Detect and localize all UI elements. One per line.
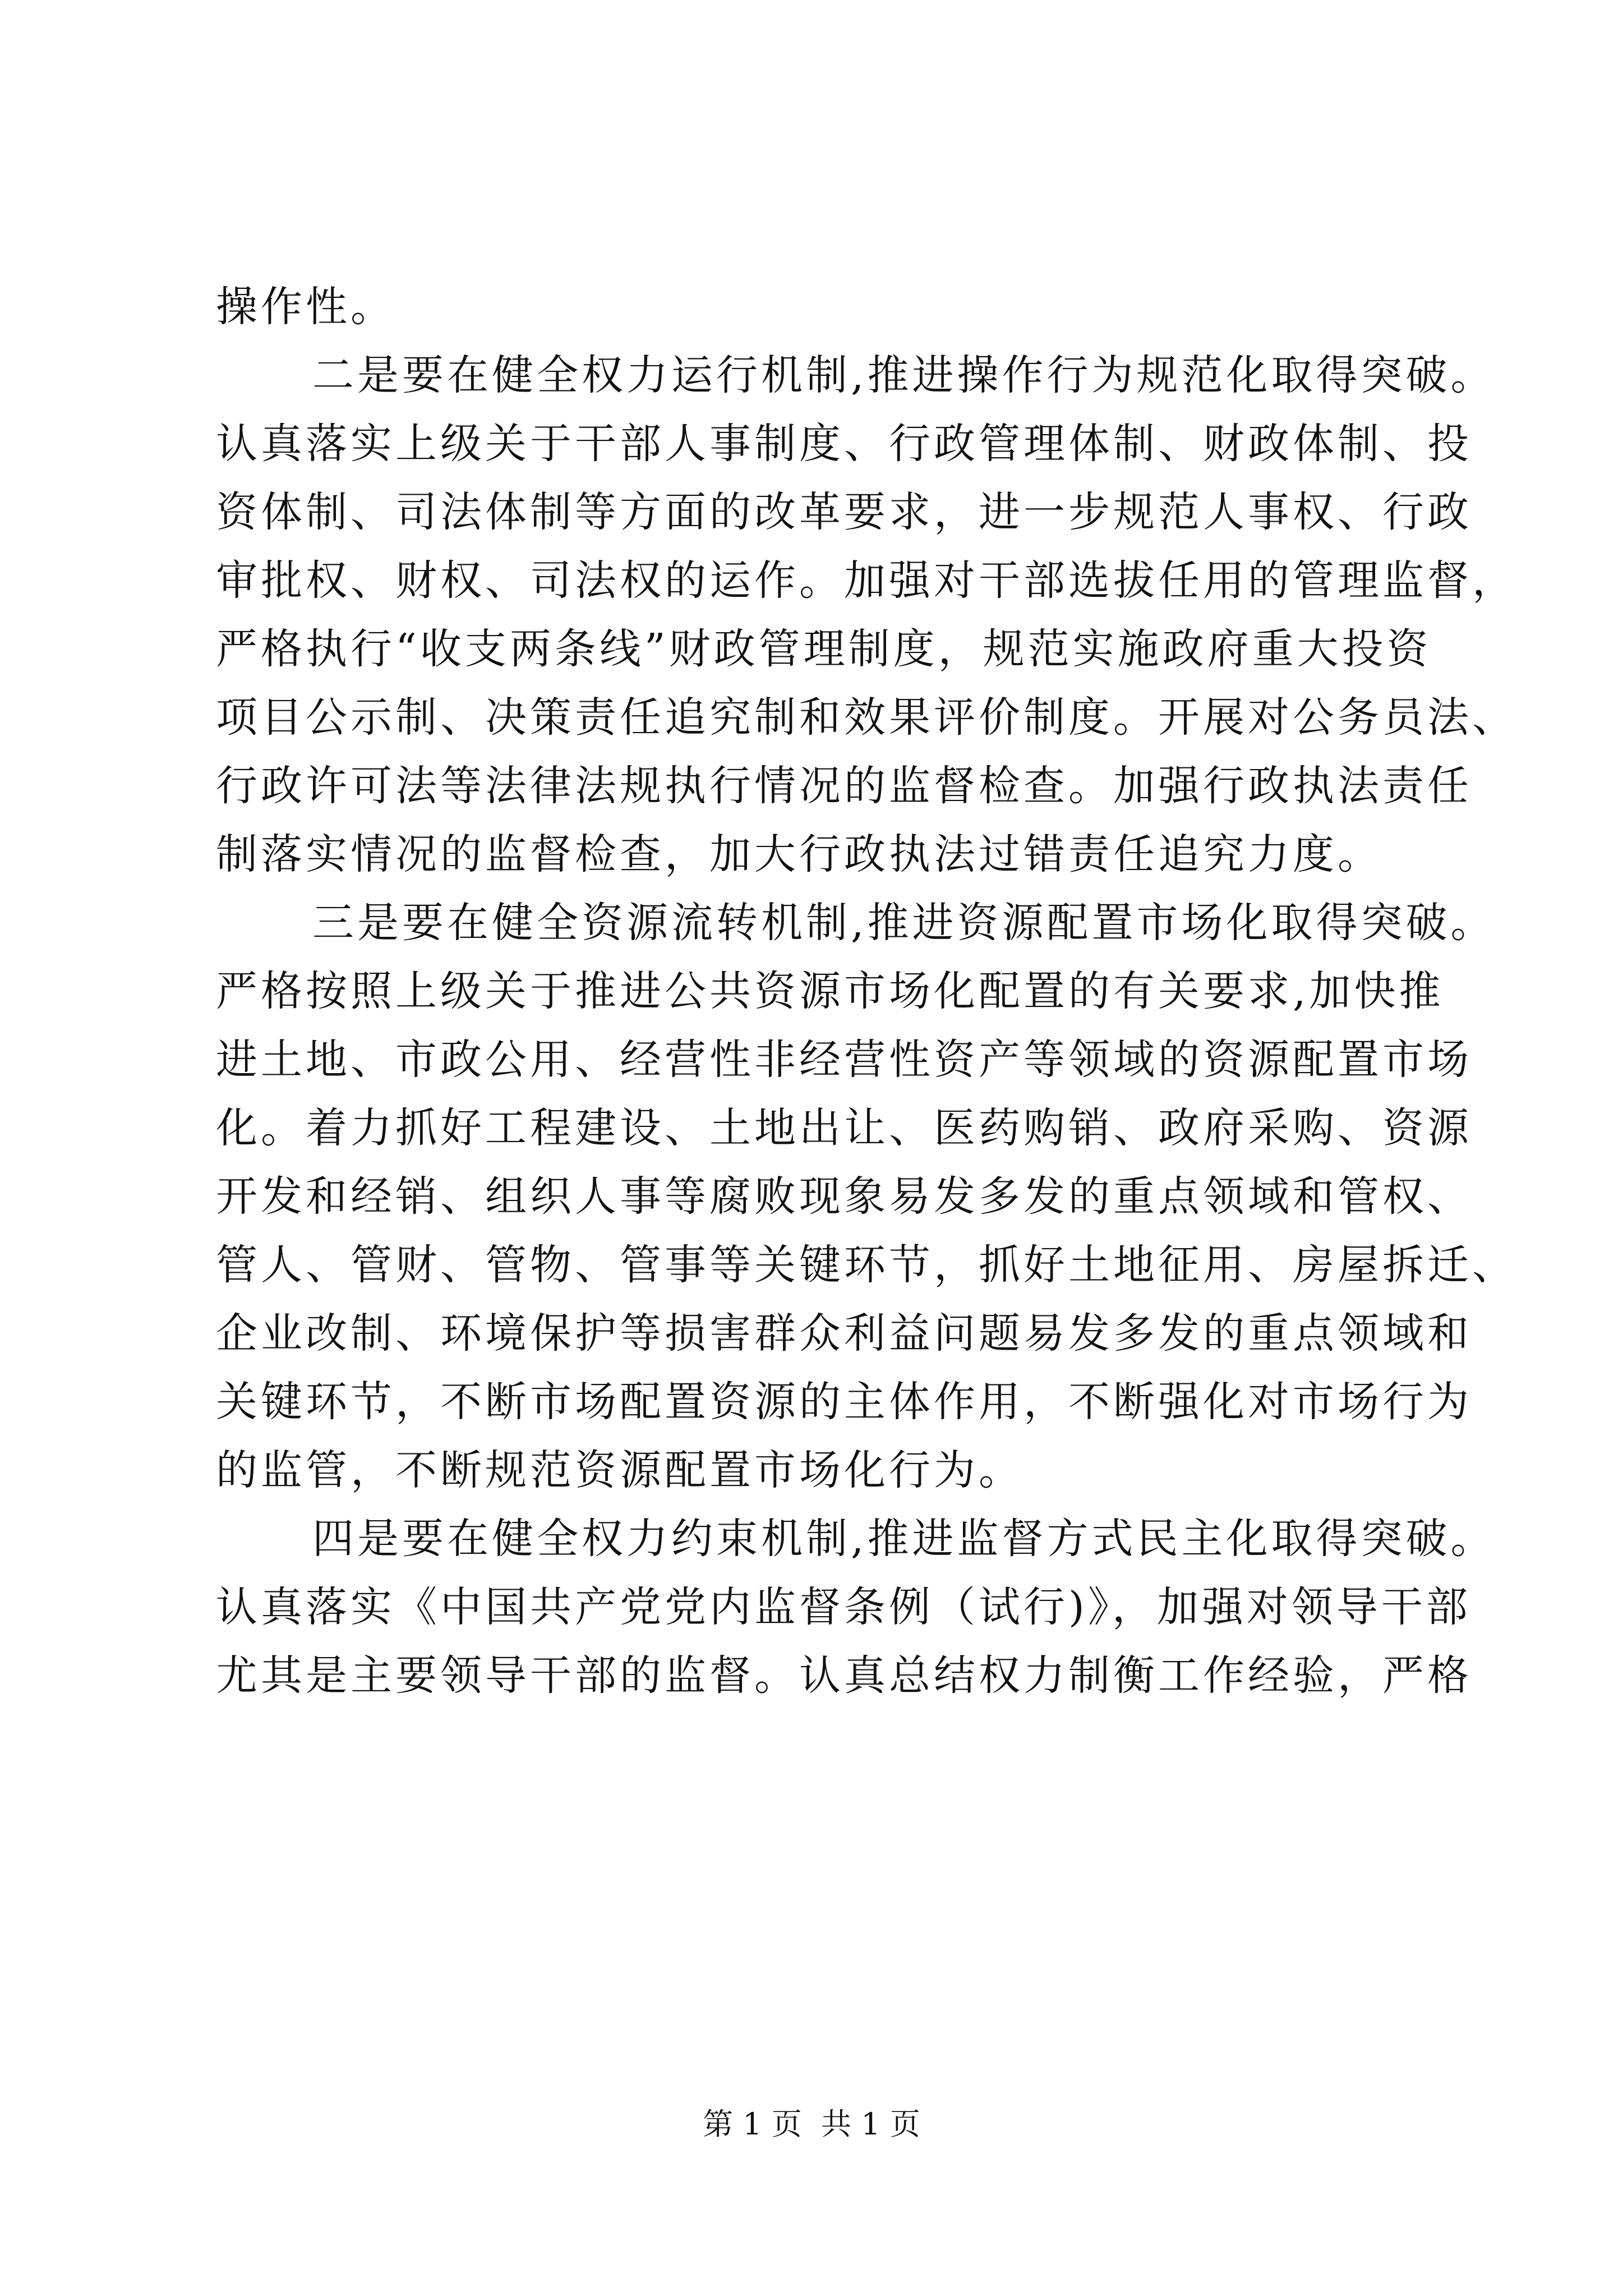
text-line: 化。着力抓好工程建设、土地出让、医药购销、政府采购、资源 [216, 1104, 1472, 1152]
text-line: 项目公示制、决策责任追究制和效果评价制度。开展对公务员法、 [216, 693, 1517, 742]
text-line: 资体制、司法体制等方面的改革要求，进一步规范人事权、行政 [216, 488, 1472, 536]
text-line: 严格按照上级关于推进公共资源市场化配置的有关要求,加快推 [216, 967, 1444, 1015]
document-body [216, 273, 1517, 1710]
text-line: 的监管，不断规范资源配置市场化行为。 [216, 1446, 1023, 1494]
text-line: 认真落实上级关于干部人事制度、行政管理体制、财政体制、投 [216, 420, 1472, 468]
page-footer: 第 1 页 共 1 页 [703, 2106, 920, 2142]
paragraph-first-line: 二是要在健全权力运行机制,推进操作行为规范化取得突破。 [312, 351, 1496, 399]
paragraph-first-line: 三是要在健全资源流转机制,推进资源配置市场化取得突破。 [312, 899, 1496, 947]
text-line: 审批权、财权、司法权的运作。加强对干部选拔任用的管理监督， [216, 556, 1517, 605]
text-line: 开发和经销、组织人事等腐败现象易发多发的重点领域和管权、 [216, 1172, 1472, 1221]
text-line: 管人、管财、管物、管事等关键环节，抓好土地征用、房屋拆迁、 [216, 1241, 1517, 1289]
text-line: 企业改制、环境保护等损害群众利益问题易发多发的重点领域和 [216, 1309, 1472, 1358]
text-line: 行政许可法等法律法规执行情况的监督检查。加强行政执法责任 [216, 762, 1472, 810]
text-line: 关键环节，不断市场配置资源的主体作用，不断强化对市场行为 [216, 1378, 1472, 1426]
text-line: 严格执行“收支两条线”财政管理制度，规范实施政府重大投资 [216, 625, 1432, 673]
paragraph-first-line: 四是要在健全权力约束机制,推进监督方式民主化取得突破。 [312, 1515, 1496, 1563]
text-line: 认真落实《中国共产党党内监督条例（试行)》，加强对领导干部 [216, 1583, 1471, 1631]
text-line: 尤其是主要领导干部的监督。认真总结权力制衡工作经验，严格 [216, 1651, 1472, 1700]
text-line: 制落实情况的监督检查，加大行政执法过错责任追究力度。 [216, 830, 1382, 878]
text-line: 进土地、市政公用、经营性非经营性资产等领域的资源配置市场 [216, 1036, 1472, 1084]
text-line: 操作性。 [216, 283, 395, 331]
